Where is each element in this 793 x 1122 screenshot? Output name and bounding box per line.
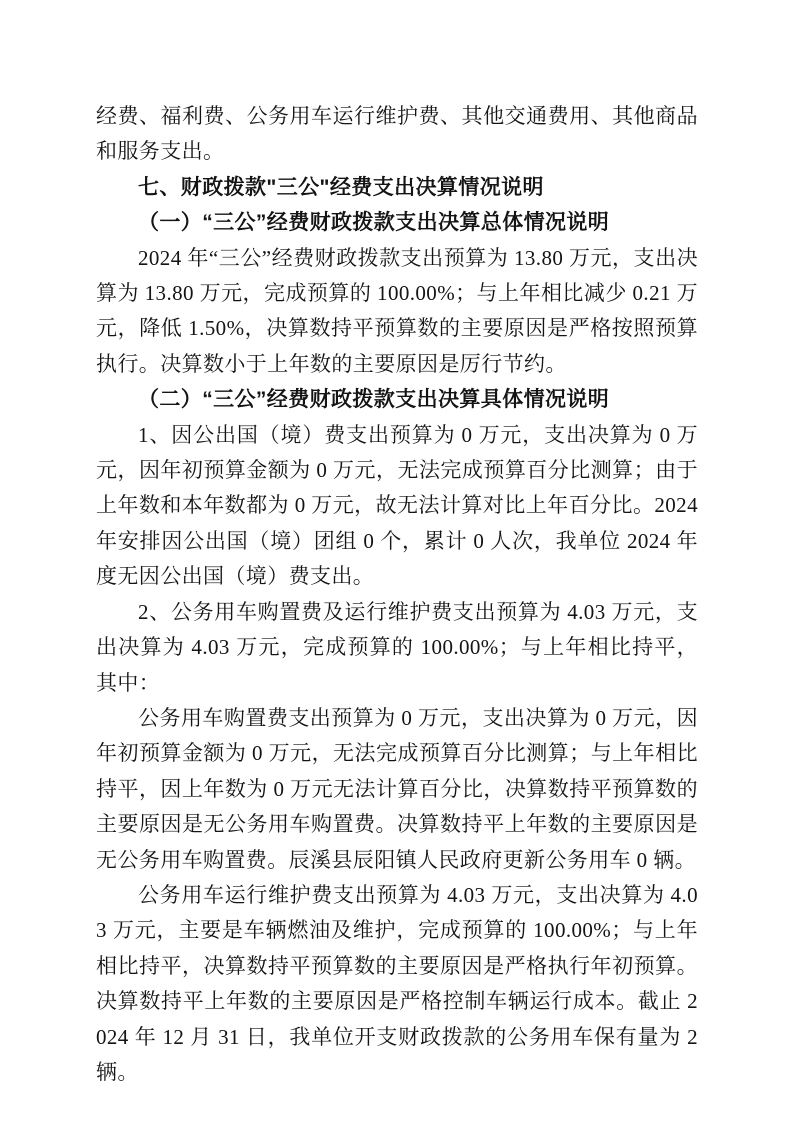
paragraph-overall-situation: 2024 年“三公”经费财政拨款支出预算为 13.80 万元，支出决算为 13.80 万元，完成预算的 100.00%；与上年相比减少 0.21 万元，降低 1.50%，决算数持平预算数的主要原因是严格按照预算执行。决算数小于上年数的主要原因是厉行节约。 xyxy=(96,245,698,376)
paragraph-vehicle-maintenance: 公务用车运行维护费支出预算为 4.03 万元，支出决算为 4.03 万元，主要是车辆燃油及维护，完成预算的 100.00%；与上年相比持平，决算数持平预算数的主要原因是严格执行年初预算。决算数持平上年数的主要原因是严格控制车辆运行成本。截止 2024 年 12 月 31 日，我单位开支财政拨款的公务用车保有量为 2 辆。 xyxy=(96,882,698,1084)
paragraph-vehicle-total: 2、公务用车购置费及运行维护费支出预算为 4.03 万元，支出决算为 4.03 万元，完成预算的 100.00%；与上年相比持平，其中： xyxy=(96,599,698,695)
subsection-2-detail-heading: （二）“三公”经费财政拨款支出决算具体情况说明 xyxy=(138,388,610,412)
paragraph-vehicle-purchase: 公务用车购置费支出预算为 0 万元，支出决算为 0 万元，因年初预算金额为 0 万元，无法完成预算百分比测算；与上年相比持平，因上年数为 0 万元无法计算百分比，决算数持平预算数的主要原因是无公务用车购置费。决算数持平上年数的主要原因是无公务用车购置费。辰溪县辰阳镇人民政府更新公务用车 0 辆。 xyxy=(96,705,698,872)
paragraph-overseas-travel: 1、因公出国（境）费支出预算为 0 万元，支出决算为 0 万元，因年初预算金额为 0 万元，无法完成预算百分比测算；由于上年数和本年数都为 0 万元，故无法计算对比上年百分比。2024 年安排因公出国（境）团组 0 个，累计 0 人次，我单位 2024 年度无因公出国（境）费支出。 xyxy=(96,422,698,589)
section-7-heading: 七、财政拨款"三公"经费支出决算情况说明 xyxy=(138,175,544,199)
subsection-1-overall-heading: （一）“三公”经费财政拨款支出决算总体情况说明 xyxy=(138,211,610,235)
paragraph-expense-list-continuation: 经费、福利费、公务用车运行维护费、其他交通费用、其他商品和服务支出。 xyxy=(96,104,698,164)
